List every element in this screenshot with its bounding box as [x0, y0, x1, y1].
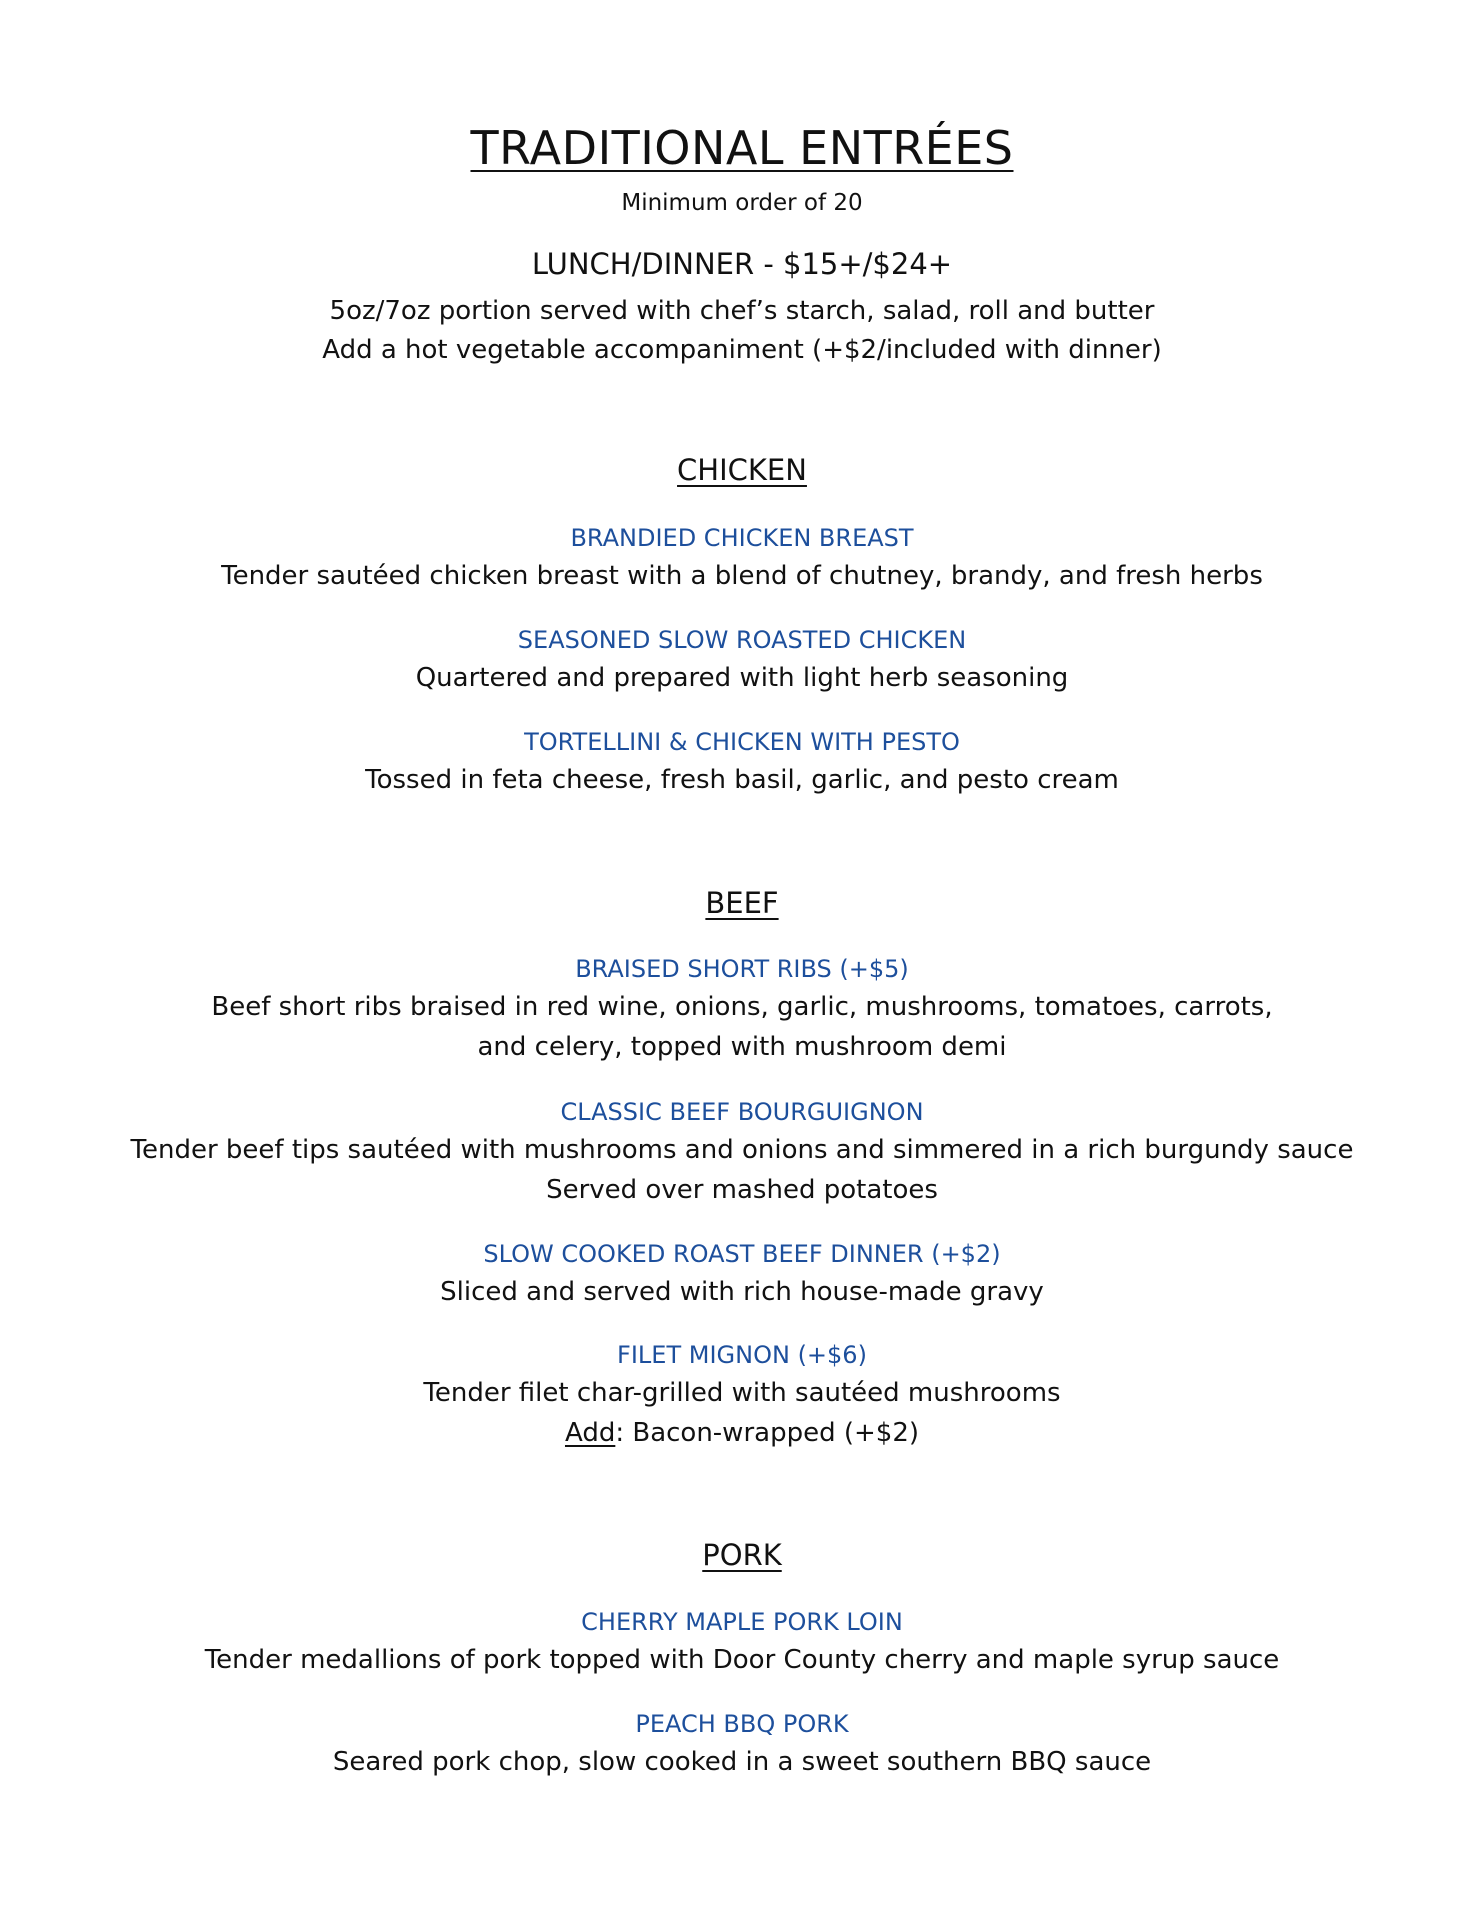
- page-title: TRADITIONAL ENTRÉES: [470, 121, 1014, 175]
- item-description: Tender beef tips sautéed with mushrooms and onions and simmered in a rich burgundy sauce: [130, 1135, 1354, 1165]
- item-description: Tender medallions of pork topped with Door County cherry and maple syrup sauce: [204, 1645, 1280, 1675]
- menu-item: [0, 520, 1484, 596]
- item-name: CLASSIC BEEF BOURGUIGNON: [560, 1098, 924, 1126]
- item-name: FILET MIGNON (+$6): [617, 1341, 867, 1369]
- menu-item: [0, 951, 1484, 1067]
- add-on-text: : Bacon-wrapped (+$2): [615, 1418, 919, 1448]
- item-name: SEASONED SLOW ROASTED CHICKEN: [517, 626, 967, 654]
- menu-item: [0, 622, 1484, 698]
- add-label: Add: [564, 1418, 616, 1448]
- price-line: LUNCH/DINNER - $15+/$24+: [531, 247, 953, 281]
- item-description: Seared pork chop, slow cooked in a sweet southern BBQ sauce: [332, 1747, 1152, 1777]
- item-description: Quartered and prepared with light herb seasoning: [415, 663, 1069, 693]
- intro-text: [0, 292, 1484, 370]
- item-name: CHERRY MAPLE PORK LOIN: [581, 1608, 903, 1636]
- intro-line: 5oz/7oz portion served with chef’s starch, salad, roll and butter: [329, 296, 1155, 326]
- item-description: Tender filet char-grilled with sautéed mushrooms: [423, 1378, 1061, 1408]
- item-description: Served over mashed potatoes: [546, 1175, 938, 1205]
- item-description: Beef short ribs braised in red wine, onions, garlic, mushrooms, tomatoes, carrots,: [211, 992, 1273, 1022]
- item-add-on: [0, 1413, 1484, 1453]
- section-heading-chicken: CHICKEN: [677, 453, 807, 487]
- item-description: Tossed in feta cheese, fresh basil, garlic, and pesto cream: [365, 765, 1119, 795]
- item-description: Tender sautéed chicken breast with a blend of chutney, brandy, and fresh herbs: [221, 561, 1263, 591]
- menu-item: [0, 1236, 1484, 1312]
- item-name: TORTELLINI & CHICKEN WITH PESTO: [524, 728, 960, 756]
- item-description: and celery, topped with mushroom demi: [477, 1032, 1007, 1062]
- menu-item: [0, 1094, 1484, 1210]
- section-heading-beef: BEEF: [705, 886, 779, 920]
- item-name: PEACH BBQ PORK: [635, 1710, 849, 1738]
- item-description: Sliced and served with rich house-made gravy: [440, 1277, 1044, 1307]
- menu-item: [0, 1337, 1484, 1453]
- menu-item: [0, 724, 1484, 800]
- item-name: BRAISED SHORT RIBS (+$5): [575, 955, 909, 983]
- menu-item: [0, 1604, 1484, 1680]
- section-heading-pork: PORK: [702, 1538, 782, 1572]
- item-name: BRANDIED CHICKEN BREAST: [570, 524, 914, 552]
- intro-line: Add a hot vegetable accompaniment (+$2/included with dinner): [322, 335, 1162, 365]
- minimum-order-note: Minimum order of 20: [621, 190, 863, 216]
- item-name: SLOW COOKED ROAST BEEF DINNER (+$2): [483, 1240, 1001, 1268]
- menu-item: [0, 1706, 1484, 1782]
